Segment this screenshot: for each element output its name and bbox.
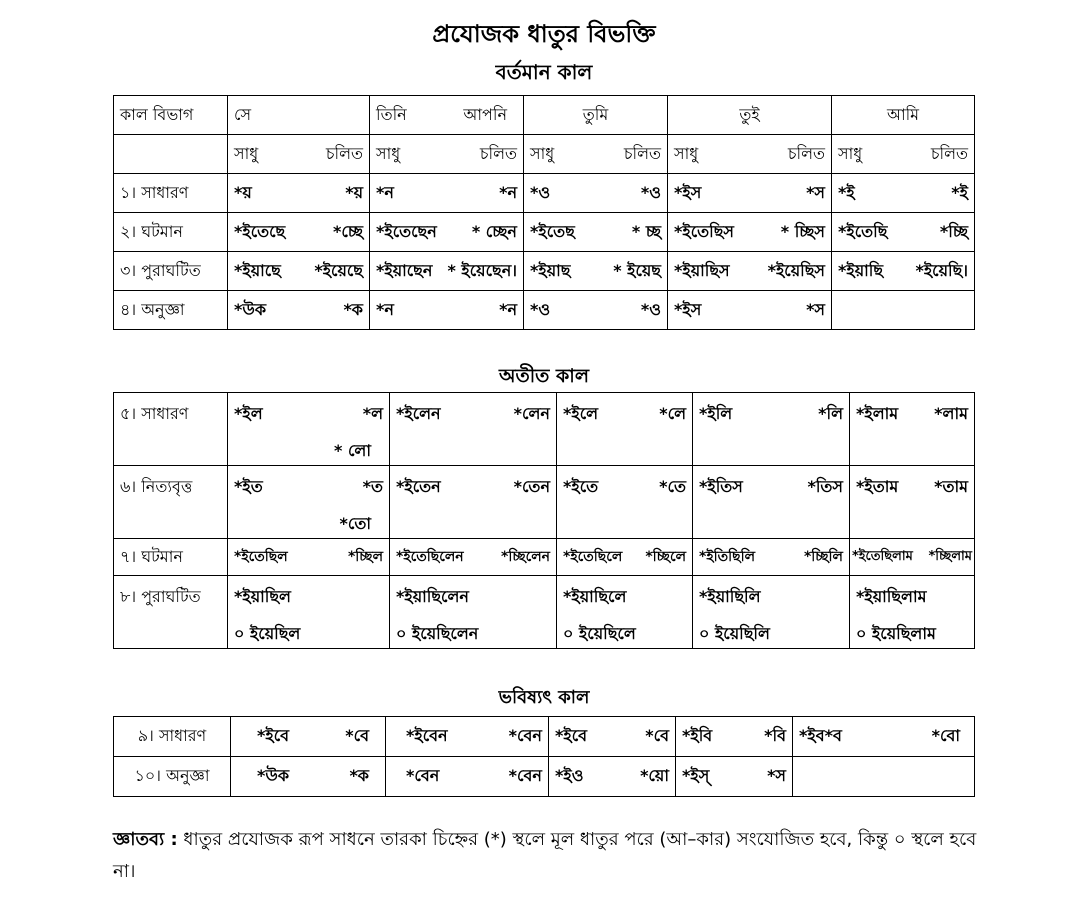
sadhu-form: *ইব*ব — [799, 726, 842, 745]
cholito-form: *স — [767, 766, 786, 785]
table-cell — [557, 539, 693, 576]
sadhu-form: *ইয়াছ — [530, 260, 571, 280]
sadhu-form: *ইতিছিলি — [699, 549, 756, 565]
cholito-form: ০ ইয়েছিলে — [563, 624, 636, 643]
cholito-form: *বেন — [508, 766, 542, 785]
row-label: ৭। ঘটমান — [114, 539, 228, 576]
cholito-form: *চ্ছে — [332, 221, 363, 241]
table-cell — [390, 393, 557, 466]
table-cell — [228, 291, 370, 330]
sadhu-form: *ও — [530, 299, 551, 319]
alt-form: *তো — [339, 514, 371, 533]
cholito-form: *ন — [499, 182, 517, 202]
table-row — [114, 539, 975, 576]
row-label: ৩। পুরাঘটিত — [114, 252, 228, 291]
cholito-form: *লাম — [934, 404, 968, 423]
table-cell — [676, 717, 793, 757]
table-cell — [793, 717, 975, 757]
table-cell — [676, 757, 793, 797]
sadhu-form: *ইবি — [682, 726, 713, 745]
sadhu-form: *ইতাম — [856, 477, 899, 496]
table-cell — [524, 213, 668, 252]
sadhu-form: *ইবে — [555, 726, 588, 745]
cholito-form: * ইয়েছেন। — [447, 260, 517, 280]
row-label: ২। ঘটমান — [114, 213, 228, 252]
footnote-text: ধাতুর প্রযোজক রূপ সাধনে তারকা চিহ্নের (*) স্থলে মূল ধাতুর পরে (আ–কার) সংযোজিত হবে, কিন্তু ০ স্থলে হবে না। — [113, 829, 977, 882]
sadhu-form: *ইয়াছিলে — [563, 587, 627, 606]
table-cell — [386, 757, 549, 797]
table-row — [114, 717, 975, 757]
cholito-form: *চ্ছিলেন — [501, 549, 550, 565]
cholito-form: *ইয়েছে — [314, 260, 363, 280]
sadhu-form: *উক — [257, 766, 290, 785]
table-cell — [557, 576, 693, 649]
sadhu-form: *ইতেছিলেন — [396, 549, 464, 565]
sadhu-form: *ও — [530, 182, 551, 202]
cholito-form: *ই — [951, 182, 968, 202]
table-cell — [557, 393, 693, 466]
footnote — [113, 824, 983, 888]
present-tense-table — [113, 95, 975, 330]
table-cell — [549, 717, 676, 757]
present-header-row — [114, 96, 975, 135]
cholito-form: * চ্ছেন — [471, 221, 517, 241]
table-row — [114, 466, 975, 539]
table-cell — [524, 291, 668, 330]
sadhu-form: *ইয়াছে — [234, 260, 281, 280]
row-label: ১। সাধারণ — [114, 174, 228, 213]
present-subheader-row — [114, 135, 975, 174]
cholito-label: চলিত — [479, 143, 517, 163]
sadhu-form: *ইতে — [563, 477, 599, 496]
cholito-form: *ও — [640, 182, 661, 202]
sadhu-form: *ইয়াছেন — [376, 260, 433, 280]
cholito-form: *ও — [640, 299, 661, 319]
sadhu-form: *ইয়াছিলেন — [396, 587, 469, 606]
sadhu-form: *ইয়াছিল — [234, 587, 291, 606]
cholito-form: *ল — [362, 404, 383, 423]
table-cell — [850, 466, 975, 539]
sadhu-form: *ইয়াছি — [838, 260, 884, 280]
table-cell — [668, 213, 832, 252]
header-label: আপনি — [463, 104, 507, 124]
subheader-cell — [228, 135, 370, 174]
sadhu-label: সাধু — [530, 143, 555, 163]
sadhu-form: *ইতেছে — [234, 221, 286, 241]
table-row — [114, 174, 975, 213]
cholito-form: *তে — [659, 477, 686, 496]
table-cell — [668, 291, 832, 330]
sadhu-form: *ইলেন — [396, 404, 441, 423]
table-cell — [228, 393, 390, 466]
cholito-form: *চ্ছিলাম — [928, 548, 972, 564]
sadhu-form: *ইয়াছিলি — [699, 587, 761, 606]
table-cell — [370, 252, 524, 291]
page-title: প্রযোজক ধাতুর বিভক্তি — [432, 20, 656, 48]
sadhu-form: *ইও — [555, 766, 584, 785]
cholito-form: ০ ইয়েছিলাম — [856, 624, 936, 643]
cholito-form: *বো — [931, 726, 960, 745]
sadhu-form: *ইতেছিল — [234, 549, 288, 565]
past-tense-table — [113, 392, 975, 649]
table-cell — [693, 539, 850, 576]
table-cell — [228, 539, 390, 576]
table-cell — [557, 466, 693, 539]
table-cell — [370, 291, 524, 330]
sadhu-form: *ইতেছ — [530, 221, 575, 241]
sadhu-label: সাধু — [674, 143, 699, 163]
sadhu-form: *ইয়াছিস — [674, 260, 730, 280]
table-cell — [231, 717, 386, 757]
header-cell: তুই — [668, 96, 832, 135]
cholito-form: *তিস — [807, 477, 843, 496]
future-tense-title: ভবিষ্যৎ কাল — [498, 687, 590, 708]
sadhu-form: *বেন — [406, 766, 440, 785]
cholito-form: *ত — [362, 477, 383, 496]
table-cell — [524, 252, 668, 291]
footnote-label: জ্ঞাতব্য : — [113, 829, 178, 850]
table-row — [114, 291, 975, 330]
cholito-form: * চ্ছ — [631, 221, 661, 241]
cholito-form: *লেন — [513, 404, 550, 423]
subheader-cell — [114, 135, 228, 174]
table-cell — [228, 213, 370, 252]
table-cell — [370, 174, 524, 213]
table-row — [114, 252, 975, 291]
cholito-form: *য় — [345, 182, 363, 202]
sadhu-form: *ইলে — [563, 404, 599, 423]
sadhu-label: সাধু — [234, 143, 259, 163]
header-label: তিনি — [376, 104, 407, 124]
cholito-form: *তাম — [934, 477, 968, 496]
table-cell — [228, 576, 390, 649]
table-cell — [832, 174, 975, 213]
sadhu-form: *ইতেছিলাম — [852, 548, 913, 564]
table-row — [114, 393, 975, 466]
cholito-form: ০ ইয়েছিল — [234, 624, 301, 643]
table-cell — [228, 252, 370, 291]
table-cell — [832, 291, 975, 330]
table-cell — [850, 393, 975, 466]
cholito-form: *বি — [764, 726, 786, 745]
alt-form: * লো — [334, 441, 371, 460]
table-cell — [524, 174, 668, 213]
cholito-label: চলিত — [623, 143, 661, 163]
cholito-form: ০ ইয়েছিলি — [699, 624, 770, 643]
table-cell — [832, 213, 975, 252]
sadhu-label: সাধু — [838, 143, 863, 163]
header-cell — [370, 96, 524, 135]
cholito-form: *বে — [345, 726, 369, 745]
table-row — [114, 213, 975, 252]
header-cell: আমি — [832, 96, 975, 135]
cholito-form: *স — [806, 182, 825, 202]
cholito-form: *বে — [645, 726, 669, 745]
cholito-label: চলিত — [930, 143, 968, 163]
sadhu-form: *ইবে — [257, 726, 290, 745]
table-row — [114, 576, 975, 649]
sadhu-form: *ন — [376, 182, 394, 202]
table-cell — [793, 757, 975, 797]
subheader-cell — [524, 135, 668, 174]
cholito-form: *ইয়েছি। — [915, 260, 968, 280]
table-cell — [231, 757, 386, 797]
header-cell: তুমি — [524, 96, 668, 135]
sadhu-form: *ইলি — [699, 404, 733, 423]
past-tense-title: অতীত কাল — [499, 365, 589, 387]
sadhu-form: *ইয়াছিলাম — [856, 587, 927, 606]
sadhu-form: *ই — [838, 182, 855, 202]
sadhu-form: *ইতেছিস — [674, 221, 734, 241]
table-cell — [549, 757, 676, 797]
table-cell — [693, 466, 850, 539]
cholito-form: *চ্ছিলি — [803, 549, 843, 565]
cholito-form: *ইয়েছিস — [767, 260, 825, 280]
cholito-form: *ক — [343, 299, 363, 319]
row-label: ৬। নিত্যবৃত্ত — [114, 466, 228, 539]
row-label: ৯। সাধারণ — [114, 717, 231, 757]
sadhu-form: *ইত — [234, 477, 263, 496]
cholito-form: *বেন — [508, 726, 542, 745]
sadhu-form: *ইস্‌ — [682, 766, 710, 785]
sadhu-form: *ইতেছিলে — [563, 549, 623, 565]
sadhu-form: *য় — [234, 182, 252, 202]
header-cell: সে — [228, 96, 370, 135]
table-cell — [668, 174, 832, 213]
sadhu-form: *ন — [376, 299, 394, 319]
sadhu-form: *ইতেছেন — [376, 221, 437, 241]
header-cell: কাল বিভাগ — [114, 96, 228, 135]
row-label: ১০। অনুজ্ঞা — [114, 757, 231, 797]
cholito-form: *চ্ছিলে — [645, 549, 686, 565]
table-cell — [850, 576, 975, 649]
subheader-cell — [370, 135, 524, 174]
table-cell — [693, 393, 850, 466]
sadhu-form: *ইস — [674, 299, 702, 319]
cholito-form: * ইয়েছ — [613, 260, 661, 280]
cholito-form: *য়ো — [640, 766, 669, 785]
sadhu-form: *ইলাম — [856, 404, 899, 423]
table-cell — [370, 213, 524, 252]
cholito-form: *স — [806, 299, 825, 319]
table-cell — [228, 174, 370, 213]
row-label: ৮। পুরাঘটিত — [114, 576, 228, 649]
table-cell — [390, 539, 557, 576]
cholito-form: *চ্ছিল — [347, 549, 383, 565]
cholito-form: *চ্ছি — [939, 221, 968, 241]
cholito-form: * চ্ছিস — [780, 221, 825, 241]
table-cell — [228, 466, 390, 539]
sadhu-label: সাধু — [376, 143, 401, 163]
table-cell — [390, 576, 557, 649]
table-cell — [832, 252, 975, 291]
cholito-label: চলিত — [787, 143, 825, 163]
cholito-form: *লি — [818, 404, 843, 423]
sadhu-form: *ইতেছি — [838, 221, 888, 241]
sadhu-form: *ইতেন — [396, 477, 441, 496]
cholito-label: চলিত — [325, 143, 363, 163]
cholito-form: *ন — [499, 299, 517, 319]
table-cell — [386, 717, 549, 757]
present-tense-title: বর্তমান কাল — [495, 60, 593, 84]
cholito-form: *ক — [349, 766, 369, 785]
sadhu-form: *ইল — [234, 404, 263, 423]
table-cell — [390, 466, 557, 539]
sadhu-form: *ইবেন — [406, 726, 448, 745]
future-tense-table — [113, 716, 975, 797]
subheader-cell — [832, 135, 975, 174]
sadhu-form: *ইস — [674, 182, 702, 202]
sadhu-form: *ইতিস — [699, 477, 743, 496]
table-cell — [693, 576, 850, 649]
cholito-form: ০ ইয়েছিলেন — [396, 624, 479, 643]
sadhu-form: *উক — [234, 299, 267, 319]
row-label: ৪। অনুজ্ঞা — [114, 291, 228, 330]
table-cell — [850, 539, 975, 576]
subheader-cell — [668, 135, 832, 174]
cholito-form: *লে — [659, 404, 686, 423]
row-label: ৫। সাধারণ — [114, 393, 228, 466]
cholito-form: *তেন — [513, 477, 550, 496]
table-cell — [668, 252, 832, 291]
table-row — [114, 757, 975, 797]
